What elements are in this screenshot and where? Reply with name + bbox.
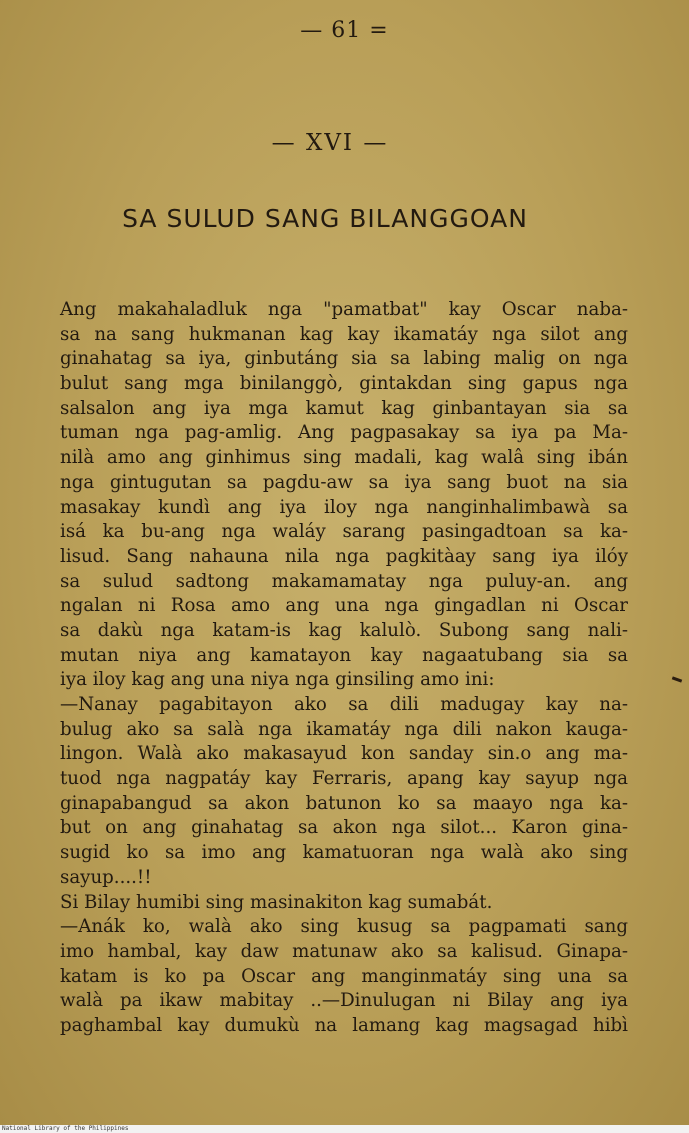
text-line: ngalan ni Rosa amo ang una nga gingadlan ni Oscar bbox=[60, 595, 628, 617]
text-line: sa sulud sadtong makamamatay nga puluy-an. ang bbox=[60, 570, 628, 592]
chapter-title: SA SULUD SANG BILANGGOAN bbox=[122, 204, 528, 233]
text-line: Si Bilay humibi sing masinakiton kag sumabát. bbox=[60, 891, 493, 913]
text-line: ginahatag sa iya, ginbutáng sia sa labing malig on nga bbox=[60, 348, 628, 370]
text-line: masakay kundì ang iya iloy nga nanginhalimbawà sa bbox=[60, 496, 628, 518]
text-line: sayup....!! bbox=[60, 866, 152, 888]
text-line: tuman nga pag-amlig. Ang pagpasakay sa iya pa Ma- bbox=[60, 422, 628, 444]
text-line: nga gintugutan sa pagdu-aw sa iya sang buot na sia bbox=[60, 471, 628, 493]
text-line: Ang makahaladluk nga "pamatbat" kay Oscar naba- bbox=[60, 299, 628, 320]
text-line: mutan niya ang kamatayon kay nagaatubang sia sa bbox=[60, 644, 628, 666]
text-line: but on ang ginahatag sa akon nga silot... Karon gina- bbox=[60, 817, 628, 839]
text-line: salsalon ang iya mga kamut kag ginbantayan sia sa bbox=[60, 397, 628, 419]
text-line: —Nanay pagabitayon ako sa dili madugay kay na- bbox=[60, 694, 628, 715]
text-line: bulut sang mga binilanggò, gintakdan sing gapus nga bbox=[60, 373, 628, 395]
text-line: nilà amo ang ginhimus sing madali, kag walâ sing ibán bbox=[60, 447, 628, 469]
text-line: —Anák ko, walà ako sing kusug sa pagpamati sang bbox=[60, 916, 628, 938]
text-line: isá ka bu-ang nga waláy sarang pasingadtoan sa ka- bbox=[60, 521, 628, 543]
text-line: paghambal kay dumukù na lamang kag magsagad hibì bbox=[60, 1014, 628, 1036]
ink-mark bbox=[672, 676, 682, 682]
page-number: — 61 = bbox=[300, 18, 389, 43]
text-line: sa dakù nga katam-is kag kalulò. Subong sang nali- bbox=[60, 619, 628, 641]
text-line: sa na sang hukmanan kag kay ikamatáy nga silot ang bbox=[60, 323, 628, 345]
text-line: bulug ako sa salà nga ikamatáy nga dili nakon kauga- bbox=[60, 718, 628, 740]
text-line: tuod nga nagpatáy kay Ferraris, apang kay sayup nga bbox=[60, 768, 628, 790]
text-line: ginapabangud sa akon batunon ko sa maayo nga ka- bbox=[60, 792, 628, 814]
chapter-number: — XVI — bbox=[271, 130, 389, 156]
body-text bbox=[60, 298, 628, 1039]
text-line: katam is ko pa Oscar ang manginmatáy sing una sa bbox=[60, 965, 628, 987]
text-line: sugid ko sa imo ang kamatuoran nga walà ako sing bbox=[60, 842, 628, 864]
text-line: lisud. Sang nahauna nila nga pagkitàay sang iya ilóy bbox=[60, 545, 628, 567]
text-line: lingon. Walà ako makasayud kon sanday sin.o ang ma- bbox=[60, 743, 628, 765]
text-line: iya iloy kag ang una niya nga ginsiling amo ini: bbox=[60, 669, 495, 691]
library-footer: National Library of the Philippines bbox=[0, 1125, 689, 1133]
text-line: imo hambal, kay daw matunaw ako sa kalisud. Ginapa- bbox=[60, 940, 628, 962]
text-line: walà pa ikaw mabitay ..—Dinulugan ni Bilay ang iya bbox=[60, 990, 628, 1012]
